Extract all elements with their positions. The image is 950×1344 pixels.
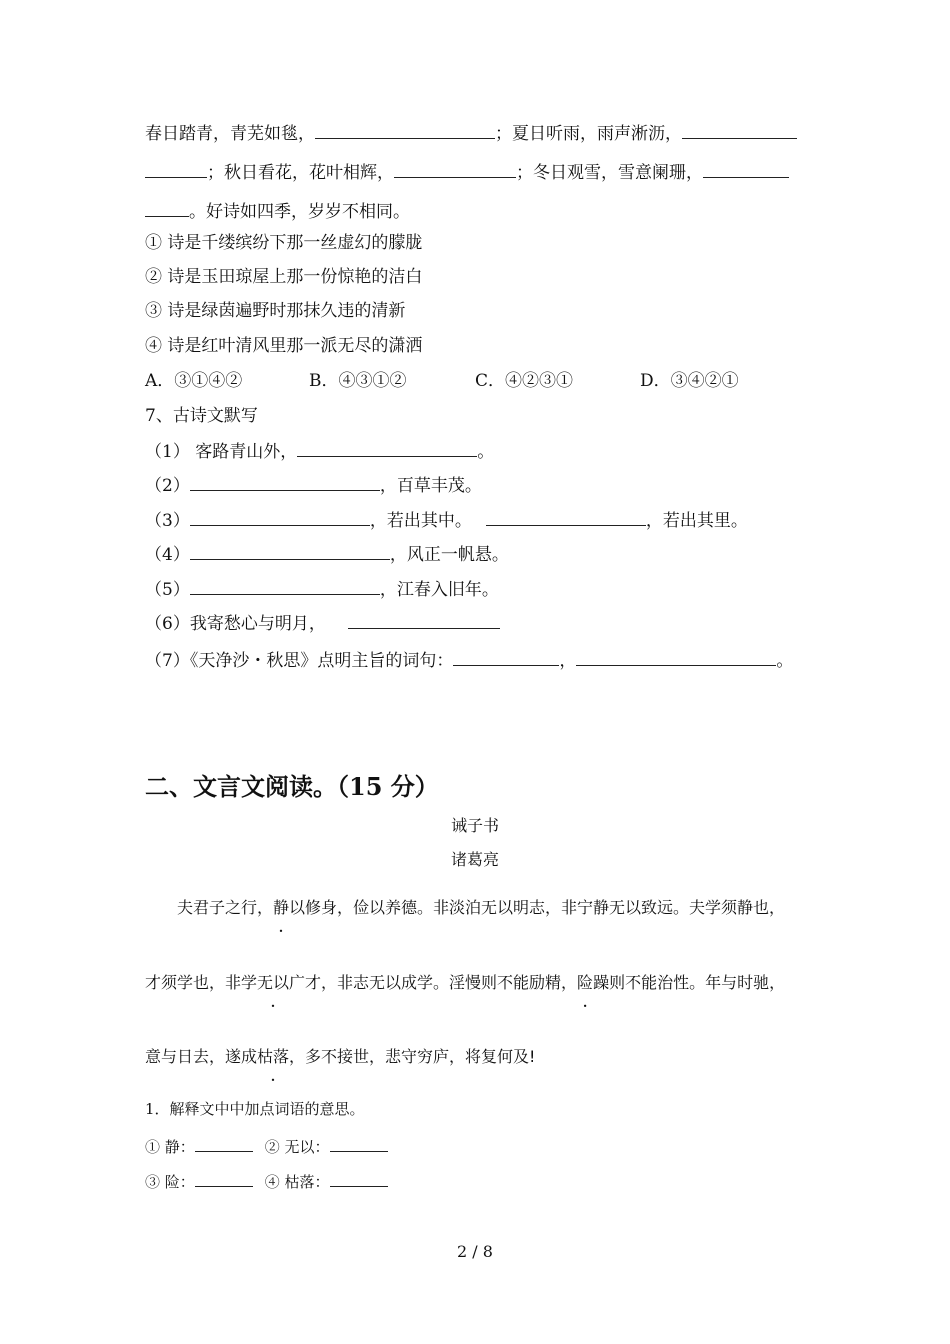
q6-line-3 (145, 198, 410, 224)
q6-line1-text-a: 春日踏青，青芜如毯， (145, 124, 315, 144)
dotted-word-wuyi: 无以 (257, 973, 290, 992)
q7-line-5 (145, 576, 499, 602)
q7-line-6 (145, 610, 500, 636)
q1-kuluo-label: ④ 枯落： (264, 1173, 330, 1191)
q1-row-1 (145, 1133, 388, 1159)
p2-text-c: 躁则不能治性。年与时驰， (593, 973, 786, 992)
blank-xian[interactable] (195, 1168, 253, 1187)
option-a[interactable]: A．③①④② (145, 371, 243, 391)
blank-wuyi[interactable] (330, 1133, 388, 1152)
q6-line2-text-b: ；冬日观雪，雪意阑珊， (516, 163, 703, 183)
blank-q7-4[interactable] (190, 541, 390, 560)
q6-line2-text-a: ；秋日看花，花叶相辉， (207, 163, 394, 183)
q7-line-1 (145, 438, 494, 464)
q7-l3-text-b: ，若出其中。 (369, 511, 472, 531)
blank-autumn[interactable] (394, 159, 516, 178)
dotted-word-kuluo: 枯落 (257, 1047, 290, 1066)
q7-line-4 (145, 541, 509, 567)
blank-q7-6[interactable] (348, 610, 500, 629)
blank-kuluo[interactable] (330, 1168, 388, 1187)
essay-author: 诸葛亮 (450, 850, 499, 869)
dotted-word-jing: 静 (273, 898, 290, 917)
p3-text-a: 意与日去，遂成 (145, 1047, 258, 1066)
q1-title: 1．解释文中中加点词语的意思。 (145, 1100, 365, 1118)
option-c[interactable]: C．④②③① (475, 371, 574, 391)
q7-title: 7、古诗文默写 (145, 406, 258, 426)
q7-l6-text-a: （6）我寄愁心与明月， (145, 614, 326, 634)
q7-l5-text-b: ，江春入旧年。 (379, 580, 499, 600)
blank-winter-a[interactable] (703, 159, 789, 178)
page-number: 2 / 8 (457, 1242, 493, 1261)
q1-xian-label: ③ 险： (145, 1173, 195, 1191)
blank-q7-5[interactable] (190, 576, 380, 595)
essay-paragraph-3 (145, 1045, 535, 1069)
q6-line-2 (145, 159, 789, 185)
q7-line-3 (145, 507, 748, 533)
blank-q7-1[interactable] (297, 438, 477, 457)
q7-l3-text-c: ，若出其里。 (645, 511, 748, 531)
option-d[interactable]: D．③④②① (640, 371, 739, 391)
q6-item-1: ① 诗是千缕缤纷下那一丝虚幻的朦胧 (145, 233, 423, 253)
blank-spring[interactable] (315, 120, 495, 139)
q6-line1-text-b: ；夏日听雨，雨声淅沥， (495, 124, 682, 144)
essay-paragraph-2 (145, 971, 785, 995)
p3-text-b: ，多不接世，悲守穷庐，将复何及! (289, 1047, 536, 1066)
q6-line-1 (145, 120, 797, 146)
q7-l1-text-a: （1） 客路青山外， (145, 442, 298, 462)
q6-line3-text: 。好诗如四季，岁岁不相同。 (189, 202, 410, 222)
q7-l4-text-a: （4） (145, 545, 190, 565)
p2-text-a: 才须学也，非学 (145, 973, 258, 992)
essay-paragraph-1 (177, 896, 785, 920)
section-heading: 二、文言文阅读。（15 分） (145, 772, 439, 801)
dotted-word-xian: 险 (577, 973, 594, 992)
blank-jing[interactable] (195, 1133, 253, 1152)
q7-line-2 (145, 472, 482, 498)
q1-wuyi-label: ② 无以： (264, 1138, 330, 1156)
q7-l7-text-b: ， (559, 651, 577, 671)
blank-q7-3a[interactable] (190, 507, 370, 526)
blank-q7-2[interactable] (190, 472, 380, 491)
q6-item-3: ③ 诗是绿茵遍野时那抹久违的清新 (145, 301, 406, 321)
q7-l4-text-b: ，风正一帆悬。 (389, 545, 509, 565)
blank-q7-7a[interactable] (453, 647, 559, 666)
q7-l1-text-b: 。 (477, 442, 495, 462)
blank-winter-b[interactable] (145, 198, 189, 217)
option-b[interactable]: B．④③①② (309, 371, 407, 391)
blank-summer-b[interactable] (145, 159, 207, 178)
p1-text-b: 以修身，俭以养德。非淡泊无以明志，非宁静无以致远。夫学须静也， (289, 898, 786, 917)
blank-q7-3b[interactable] (486, 507, 646, 526)
q7-line-7 (145, 647, 793, 673)
blank-summary-a[interactable] (682, 120, 797, 139)
q7-l7-text-c: 。 (776, 651, 794, 671)
q6-item-4: ④ 诗是红叶清风里那一派无尽的潇洒 (145, 336, 423, 356)
q1-row-2 (145, 1168, 388, 1194)
q7-l2-text-a: （2） (145, 476, 190, 496)
q1-jing-label: ① 静： (145, 1138, 195, 1156)
q6-item-2: ② 诗是玉田琼屋上那一份惊艳的洁白 (145, 267, 423, 287)
q7-l5-text-a: （5） (145, 580, 190, 600)
q7-l3-text-a: （3） (145, 511, 190, 531)
p1-text-a: 夫君子之行， (177, 898, 274, 917)
essay-title: 诫子书 (450, 816, 499, 835)
q7-l2-text-b: ，百草丰茂。 (379, 476, 482, 496)
p2-text-b: 广才，非志无以成学。淫慢则不能励精， (289, 973, 578, 992)
q7-l7-text-a: （7）《天净沙・秋思》点明主旨的词句： (145, 651, 454, 671)
blank-q7-7b[interactable] (576, 647, 776, 666)
